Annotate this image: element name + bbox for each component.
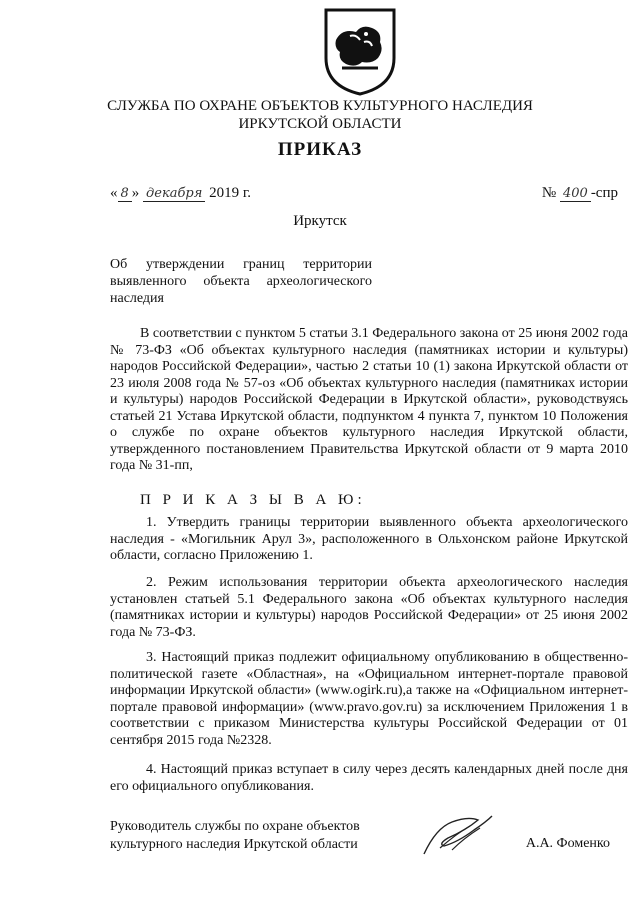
document-title: ПРИКАЗ <box>277 139 363 160</box>
date-month: декабря <box>143 186 205 202</box>
clause-3: 3. Настоящий приказ подлежит официальному опубликованию в общественно-политической газете «Областная», на «Официальном интернет-портале правовой информации Иркутской области» (www.ogirk.ru),а также на «Официальном интернет-портале правовой информации» (www.pravo.gov.ru) за исключением Приложения 1 в соответствии с приказом Министерства культуры Российской Федерации от 01 сентября 2015 года №2328. <box>110 650 628 748</box>
signatory-position-line1: Руководитель службы по охране объектов <box>110 819 360 834</box>
number-suffix: -спр <box>590 185 618 201</box>
signatory-name: А.А. Фоменко <box>525 836 610 851</box>
document-subject: Об утверждении границ территории выявленного объекта археологического наследия <box>110 257 372 306</box>
document-number <box>542 185 618 202</box>
clause-1: 1. Утвердить границы территории выявленного объекта археологического наследия - «Могильник Арул 3», расположенного в Ольхонском районе Иркутской области, согласно Приложению 1. <box>110 515 628 563</box>
preamble-paragraph: В соответствии с пунктом 5 статьи 3.1 Федерального закона от 25 июня 2002 года № 73-ФЗ «Об объектах культурного наследия (памятниках истории и культуры) народов Российской Федерации», частью 2 статьи 10 (1) закона Иркутской области от 23 июля 2008 года № 57-оз «Об объектах культурного наследия (памятниках истории и культуры) народов Российской Федерации в Иркутской области», руководствуясь статьей 21 Устава Иркутской области, подпунктом 4 пункта 7, пунктом 10 Положения о службе по охране объектов культурного наследия Иркутской области, утвержденного постановлением Правительства Иркутской области от 9 марта 2010 года № 31-пп, <box>110 326 628 473</box>
date-year: 2019 г. <box>209 185 252 201</box>
org-name-line2: ИРКУТСКОЙ ОБЛАСТИ <box>238 116 402 132</box>
document-date <box>110 185 251 202</box>
org-name-line1: СЛУЖБА ПО ОХРАНЕ ОБЪЕКТОВ КУЛЬТУРНОГО НАСЛЕДИЯ <box>107 98 533 114</box>
signatory-position <box>110 818 360 854</box>
decree-heading: П Р И К А З Ы В А Ю: <box>140 492 366 508</box>
signatory-position-line2: культурного наследия Иркутской области <box>110 837 358 852</box>
date-day: 8 <box>118 186 132 202</box>
handwritten-signature <box>418 808 498 860</box>
date-open-quote: « <box>110 185 118 201</box>
number-value: 400 <box>560 186 591 202</box>
irkutsk-coat-of-arms-icon <box>322 6 398 98</box>
number-prefix: № <box>541 185 557 201</box>
clause-2: 2. Режим использования территории объекта археологического наследия установлен статьей 5.1 Федерального закона «Об объектах культурного наследия (памятниках истории и культуры) народов Российской Федерации» от 25 июня 2002 года № 73-ФЗ. <box>110 575 628 640</box>
date-close-quote: » <box>131 185 140 201</box>
city: Иркутск <box>293 213 347 229</box>
clause-4: 4. Настоящий приказ вступает в силу через десять календарных дней после дня его официального опубликования. <box>110 762 628 794</box>
